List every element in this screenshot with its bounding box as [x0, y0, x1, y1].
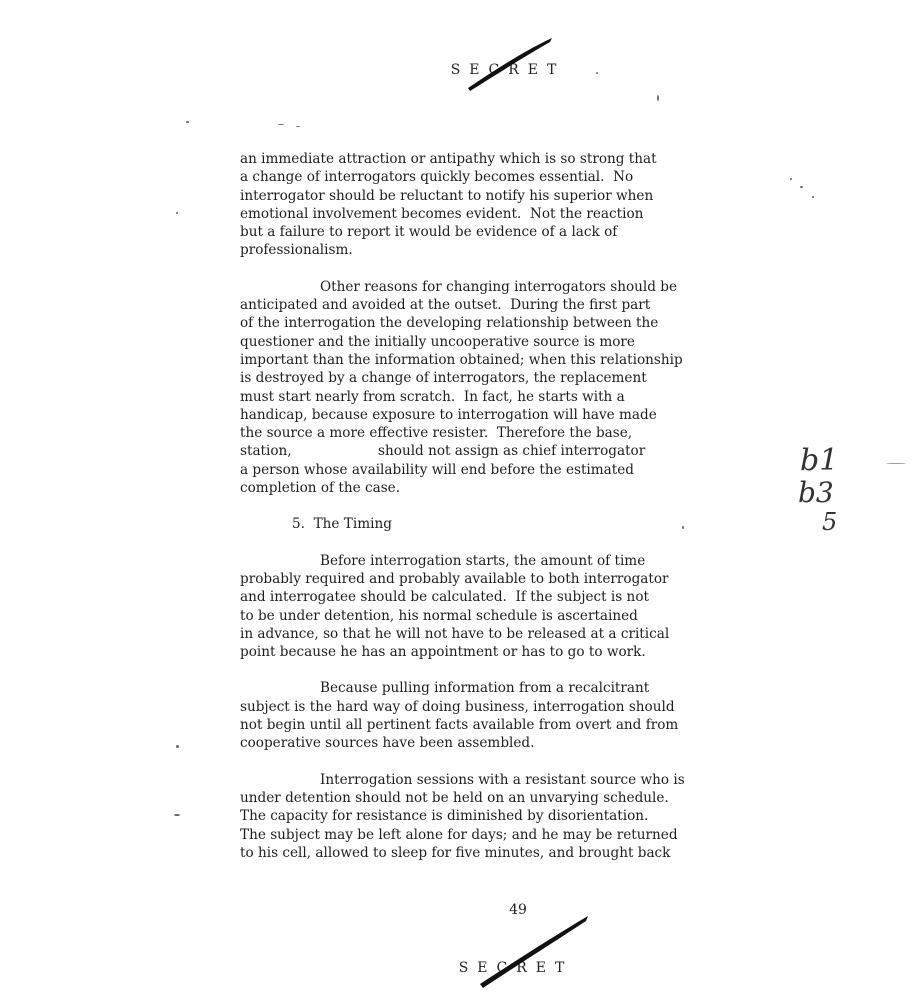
text-line: Other reasons for changing interrogators should be — [320, 278, 678, 295]
document-body — [240, 150, 775, 862]
paragraph-5 — [240, 771, 775, 862]
text-line: a change of interrogators quickly becomes essential. No — [240, 169, 634, 186]
text-line: under detention should not be held on an unvarying schedule. — [240, 789, 669, 806]
text-line: is destroyed by a change of interrogators, the replacement — [240, 370, 647, 387]
text-line: cooperative sources have been assembled. — [240, 735, 535, 752]
scan-speck — [174, 814, 180, 816]
margin-note-line-3: 5 — [822, 508, 838, 536]
text-line: anticipated and avoided at the outset. During the first part — [240, 297, 651, 314]
scan-speck — [186, 121, 189, 123]
text-line: interrogator should be reluctant to notify his superior when — [240, 187, 654, 204]
text-line: of the interrogation the developing relationship between the — [240, 315, 659, 332]
footer-classification: SECRET — [458, 960, 574, 976]
scan-speck — [278, 124, 284, 125]
text-line: to his cell, allowed to sleep for five minutes, and brought back — [240, 844, 671, 861]
page-number: 49 — [509, 902, 527, 918]
text-line: important than the information obtained; when this relationship — [240, 351, 683, 368]
text-line: professionalism. — [240, 242, 353, 259]
scan-speck — [176, 212, 178, 214]
text-line: emotional involvement becomes evident. Not the reaction — [240, 205, 644, 222]
text-line: a person whose availability will end before the estimated — [240, 461, 634, 478]
text-line: Before interrogation starts, the amount of time — [320, 552, 646, 569]
scan-speck — [800, 186, 803, 188]
text-line: not begin until all pertinent facts available from overt and from — [240, 717, 679, 734]
scan-speck — [176, 745, 179, 748]
text-line: subject is the hard way of doing business, interrogation should — [240, 698, 675, 715]
text-line: Because pulling information from a recalcitrant — [320, 680, 650, 697]
scan-speck — [812, 196, 814, 198]
text-line: The capacity for resistance is diminished by disorientation. — [240, 808, 649, 825]
margin-note-line-1: b1 — [800, 443, 839, 478]
header-classification: SECRET — [450, 62, 566, 78]
margin-note-line-2: b3 — [798, 476, 834, 509]
text-line: completion of the case. — [240, 480, 401, 497]
text-line: an immediate attraction or antipathy which is so strong that — [240, 151, 657, 167]
text-line: to be under detention, his normal schedule is ascertained — [240, 607, 638, 624]
scan-speck — [657, 95, 659, 101]
text-line: handicap, because exposure to interrogation will have made — [240, 406, 657, 423]
classification-strike-bottom — [474, 910, 594, 990]
scan-speck — [682, 526, 684, 529]
text-line: probably required and probably available to both interrogator — [240, 570, 669, 587]
text-line: must start nearly from scratch. In fact, he starts with a — [240, 388, 625, 405]
text-line: point because he has an appointment or has to go to work. — [240, 644, 646, 661]
text-line: in advance, so that he will not have to be released at a critical — [240, 625, 670, 642]
section-heading: 5. The Timing — [292, 516, 392, 533]
text-line: questioner and the initially uncooperative source is more — [240, 333, 635, 350]
scan-speck — [886, 463, 906, 464]
paragraph-4 — [240, 679, 775, 752]
classification-strike-top — [462, 34, 558, 94]
paragraph-2 — [240, 278, 775, 498]
text-line: and interrogatee should be calculated. If the subject is not — [240, 589, 649, 606]
scan-speck — [596, 72, 598, 74]
paragraph-1 — [240, 150, 775, 260]
text-line: but a failure to report it would be evidence of a lack of — [240, 224, 618, 241]
text-line: station, should not assign as chief interrogator — [240, 443, 646, 460]
scan-speck — [296, 126, 300, 127]
paragraph-3 — [240, 552, 775, 662]
scan-speck — [790, 178, 792, 180]
text-line: the source a more effective resister. Therefore the base, — [240, 425, 633, 442]
text-line: Interrogation sessions with a resistant source who is — [320, 771, 685, 788]
text-line: The subject may be left alone for days; and he may be returned — [240, 826, 678, 843]
handwritten-margin-note — [790, 440, 880, 540]
